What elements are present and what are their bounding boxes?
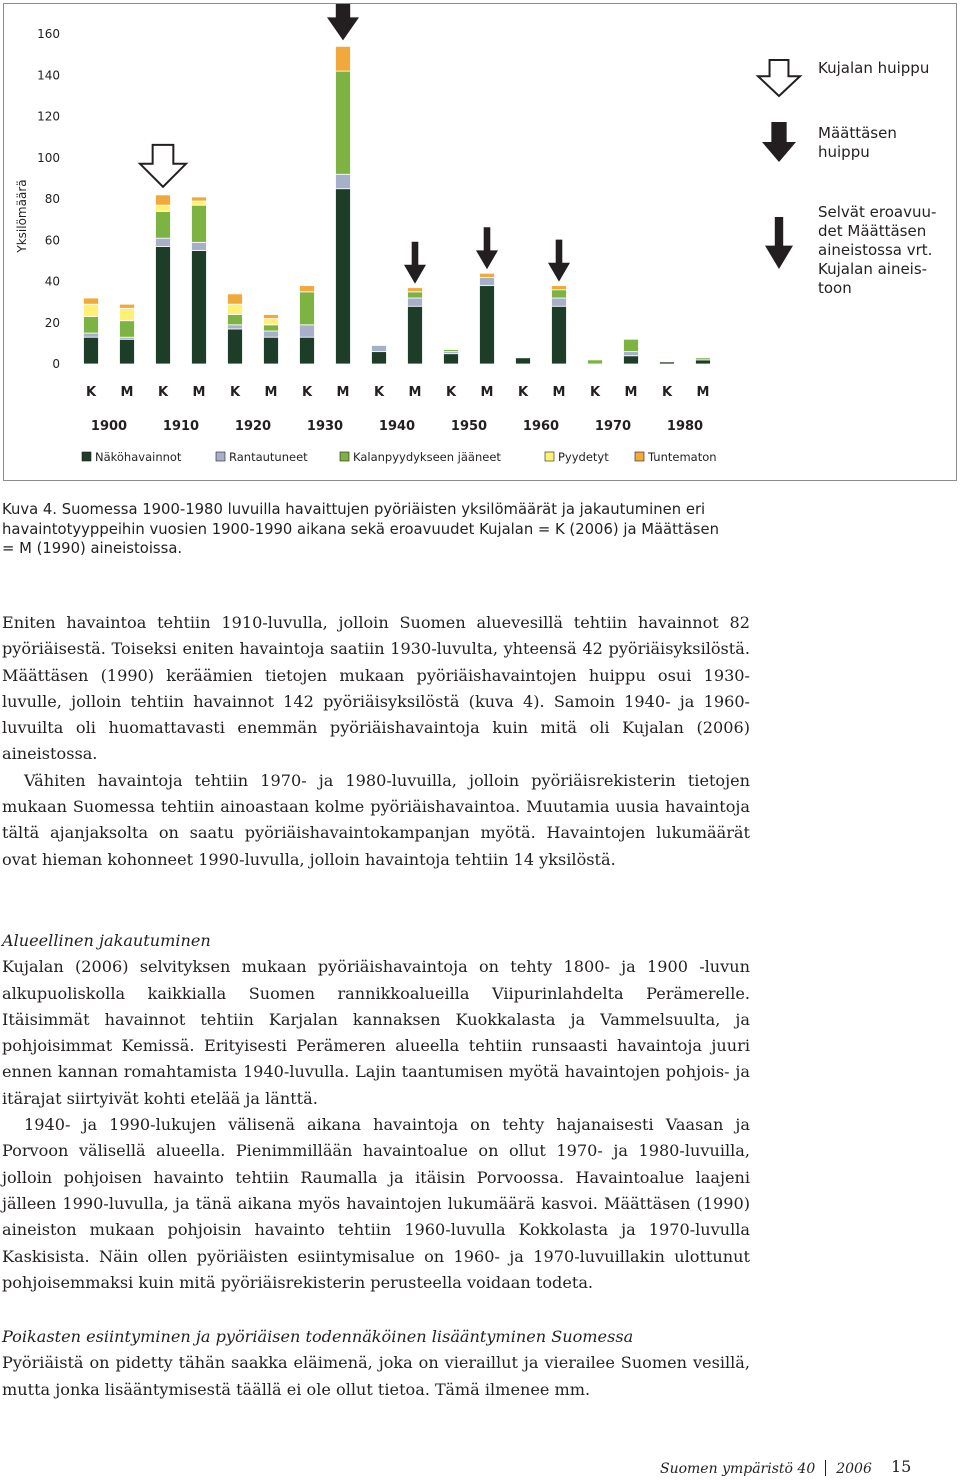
subheading-regional: Alueellinen jakautuminen <box>2 931 211 950</box>
key-open-arrow <box>758 60 800 96</box>
x-category-label: M <box>696 385 710 400</box>
bar-segment-näköhavainnot <box>192 251 207 364</box>
figure-caption: Kuva 4. Suomessa 1900-1980 luvuilla havaittujen pyöriäisten yksilömäärät ja jakautuminen eri havaintotyyppeihin vuosien 1900-1990 aikana sekä eroavuudet Kujalan = K (2006) ja Määttäsen = M (1990) aineistoissa. <box>2 501 719 557</box>
bar-segment-tuntematon <box>264 315 279 319</box>
legend-label: Pyydetyt <box>558 450 609 464</box>
y-tick-label: 120 <box>37 109 60 124</box>
bar-segment-näköhavainnot <box>552 306 567 364</box>
bar-segment-rantautuneet <box>480 277 495 285</box>
page-footer <box>660 1457 920 1477</box>
bar-segment-tuntematon <box>336 46 351 71</box>
annotation-text: Määttäsen <box>818 124 897 142</box>
bar-segment-rantautuneet <box>156 238 171 246</box>
x-category-label: M <box>336 385 350 400</box>
paragraph-4: 1940- ja 1990-lukujen välisenä aikana havaintoja on tehty hajanaisesti Vaasan ja Porvoon välisellä alueella. Pienimmillään havaintoalue on ollut 1970- ja 1980-luvuilla, jolloin pohjoisen havainto tehtiin Raumalla ja itäisin Porvoossa. Havaintoalue laajeni jälleen 1990-luvulla, ja tänä aikana myös havaintojen lukumäärä kasvoi. Määttäsen (1990) aineiston mukaan pohjoisin havainto tehtiin 1960-luvulla Kokkolasta ja 1970-luvulla Kaskisista. Näin ollen pyöriäisten esiintymisalue on 1960- ja 1970-luvuillakin ulottunut pohjoisemmaksi kuin mitä pyöriäisrekisterin perusteella voidaan todeta. <box>2 1115 750 1292</box>
y-axis-label: Yksilömäärä <box>15 179 29 253</box>
annotation-text: Kujalan aineis- <box>818 260 928 278</box>
bar-segment-tuntematon <box>84 298 99 304</box>
bar-segment-pyydetyt <box>156 205 171 211</box>
x-decade-label: 1940 <box>378 419 416 434</box>
bar-segment-näköhavainnot <box>264 337 279 364</box>
bar-segment-rantautuneet <box>372 345 387 351</box>
bar-segment-kalanpyydykseen-jääneet <box>264 325 279 331</box>
legend-label: Kalanpyydykseen jääneet <box>353 450 501 464</box>
bar-segment-rantautuneet <box>552 298 567 306</box>
bar-segment-kalanpyydykseen-jääneet <box>408 292 423 298</box>
legend-swatch <box>216 452 225 461</box>
bar-segment-tuntematon <box>192 197 207 201</box>
figure-frame <box>3 3 957 481</box>
legend-swatch <box>545 452 554 461</box>
legend-swatch <box>635 452 644 461</box>
x-category-label: K <box>85 385 97 400</box>
bar-segment-pyydetyt <box>120 308 135 320</box>
legend-label: Tuntematon <box>648 450 717 464</box>
bar-segment-rantautuneet <box>300 325 315 337</box>
x-decade-label: 1910 <box>162 419 200 434</box>
x-category-label: K <box>229 385 241 400</box>
bar-segment-näköhavainnot <box>372 352 387 364</box>
footer-year: 2006 <box>836 1461 872 1477</box>
bar-segment-tuntematon <box>156 195 171 205</box>
legend-swatch <box>82 452 91 461</box>
x-category-label: M <box>192 385 206 400</box>
y-tick-label: 100 <box>37 150 60 165</box>
bar-segment-kalanpyydykseen-jääneet <box>588 360 603 364</box>
marker-thin-arrow <box>404 242 426 284</box>
subheading-calves: Poikasten esiintyminen ja pyöriäisen todennäköinen lisääntyminen Suomessa <box>2 1327 634 1346</box>
bar-segment-rantautuneet <box>84 333 99 337</box>
annotation-text: det Määttäsen <box>818 222 927 240</box>
footer-publication: Suomen ympäristö 40 <box>660 1461 816 1477</box>
x-category-label: K <box>445 385 457 400</box>
bar-segment-kalanpyydykseen-jääneet <box>120 321 135 338</box>
bar-segment-pyydetyt <box>264 319 279 325</box>
bar-segment-kalanpyydykseen-jääneet <box>228 315 243 325</box>
bar-segment-kalanpyydykseen-jääneet <box>84 317 99 334</box>
x-category-label: M <box>480 385 494 400</box>
bar-segment-näköhavainnot <box>444 354 459 364</box>
x-category-label: M <box>120 385 134 400</box>
bar-segment-näköhavainnot <box>660 362 675 364</box>
key-thin-arrow <box>765 217 793 269</box>
marker-open-arrow <box>140 145 186 187</box>
bar-segment-näköhavainnot <box>516 358 531 364</box>
annotation-text: aineistossa vrt. <box>818 241 933 259</box>
bar-segment-näköhavainnot <box>300 337 315 364</box>
x-decade-label: 1980 <box>666 419 704 434</box>
bar-segment-näköhavainnot <box>624 356 639 364</box>
marker-thin-arrow <box>548 240 570 282</box>
x-category-label: K <box>589 385 601 400</box>
page-number: 15 <box>891 1457 912 1476</box>
x-category-label: K <box>661 385 673 400</box>
annotation-text: toon <box>818 279 852 297</box>
bar-segment-pyydetyt <box>192 201 207 205</box>
x-decade-label: 1970 <box>594 419 632 434</box>
x-decade-label: 1920 <box>234 419 272 434</box>
x-category-label: M <box>264 385 278 400</box>
bar-segment-kalanpyydykseen-jääneet <box>552 290 567 298</box>
x-category-label: K <box>373 385 385 400</box>
y-tick-label: 140 <box>37 68 60 83</box>
y-tick-label: 80 <box>44 192 60 206</box>
annotation-text: Kujalan huippu <box>818 59 930 77</box>
bar-segment-näköhavainnot <box>696 360 711 364</box>
section-calves <box>2 1324 750 1403</box>
x-decade-label: 1950 <box>450 419 488 434</box>
bar-segment-kalanpyydykseen-jääneet <box>156 211 171 238</box>
section-regional <box>2 928 750 1296</box>
bar-segment-näköhavainnot <box>408 306 423 364</box>
x-category-label: M <box>552 385 566 400</box>
paragraph-5: Pyöriäistä on pidetty tähän saakka eläimenä, joka on vieraillut ja vierailee Suomen vesillä, mutta jonka lisääntymisestä täällä ei ole ollut tietoa. Tämä ilmenee mm. <box>2 1353 750 1399</box>
bar-segment-tuntematon <box>300 286 315 292</box>
bar-segment-näköhavainnot <box>84 337 99 364</box>
paragraph-1: Eniten havaintoa tehtiin 1910-luvulla, jolloin Suomen aluevesillä tehtiin havainnot 82 pyöriäisestä. Toiseksi eniten havaintoja saatiin 1930-luvulta, yhteensä 42 pyöriäisyksilöstä. Määttäsen (1990) keräämien tietojen mukaan pyöriäishavaintojen huippu osui 1930-luvulle, jolloin tehtiin havainnot 142 pyöriäisyksilöstä (kuva 4). Samoin 1940- ja 1960-luvuilta oli huomattavasti enemmän pyöriäishavaintoja kuin mitä oli Kujalan (2006) aineistossa. <box>2 613 750 764</box>
stacked-bar-chart <box>4 4 956 480</box>
x-category-label: K <box>301 385 313 400</box>
bar-segment-tuntematon <box>408 288 423 292</box>
footer-separator <box>825 1460 826 1476</box>
bar-segment-rantautuneet <box>228 325 243 329</box>
bar-segment-rantautuneet <box>192 242 207 250</box>
bar-segment-näköhavainnot <box>480 286 495 364</box>
x-category-label: K <box>157 385 169 400</box>
bar-segment-näköhavainnot <box>336 189 351 364</box>
bar-segment-kalanpyydykseen-jääneet <box>300 292 315 325</box>
bar-segment-kalanpyydykseen-jääneet <box>336 71 351 174</box>
bar-segment-kalanpyydykseen-jääneet <box>444 350 459 352</box>
legend-label: Rantautuneet <box>229 450 308 464</box>
bar-segment-pyydetyt <box>228 304 243 314</box>
bar-segment-rantautuneet <box>336 174 351 188</box>
y-tick-label: 0 <box>52 357 60 371</box>
key-filled-arrow <box>762 122 796 162</box>
paragraph-2: Vähiten havaintoja tehtiin 1970- ja 1980-luvuilla, jolloin pyöriäisrekisterin tietojen mukaan Suomessa tehtiin ainoastaan kolme pyöriäishavaintoa. Muutamia uusia havaintoja tältä ajanjaksolta on saatu pyöriäishavaintokampanjan myötä. Havaintojen lukumäärät ovat hieman kohonneet 1990-luvulla, jolloin havaintoja tehtiin 14 yksilöstä. <box>2 770 750 869</box>
bar-segment-tuntematon <box>120 304 135 308</box>
legend-swatch <box>340 452 349 461</box>
bar-segment-kalanpyydykseen-jääneet <box>192 205 207 242</box>
x-category-label: K <box>517 385 529 400</box>
y-tick-label: 20 <box>44 315 60 330</box>
y-tick-label: 40 <box>44 274 60 289</box>
annotation-text: Selvät eroavuu- <box>818 203 937 221</box>
annotation-text: huippu <box>818 143 870 161</box>
y-tick-label: 60 <box>44 233 60 248</box>
bar-segment-rantautuneet <box>624 352 639 356</box>
section-results <box>2 610 750 873</box>
x-category-label: M <box>408 385 422 400</box>
bar-segment-rantautuneet <box>408 298 423 306</box>
bar-segment-näköhavainnot <box>228 329 243 364</box>
y-tick-label: 160 <box>37 27 60 41</box>
x-decade-label: 1960 <box>522 419 560 434</box>
paragraph-3: Kujalan (2006) selvityksen mukaan pyöriäishavaintoja on tehty 1800- ja 1900 -luvun alkupuoliskolla kaikkialla Suomen rannikkoalueilla Viipurinlahdelta Perämerelle. Itäisimmät havainnot tehtiin Karjalan kannaksen Kuokkalasta ja Vammelsuulta, ja pohjoisimmat Kemissä. Erityisesti Perämeren alueella tehtiin runsaasti havaintoja juuri ennen kannan romahtamista 1940-luvulla. Lajin taantumisen myötä havaintojen pohjois- ja itärajat siirtyivät kohti etelää ja länttä. <box>2 957 750 1108</box>
marker-thin-arrow <box>476 227 498 269</box>
bar-segment-pyydetyt <box>84 304 99 316</box>
x-category-label: M <box>624 385 638 400</box>
x-decade-label: 1900 <box>90 419 128 434</box>
bar-segment-kalanpyydykseen-jääneet <box>624 339 639 351</box>
marker-filled-arrow <box>327 4 359 40</box>
bar-segment-tuntematon <box>228 294 243 304</box>
bar-segment-näköhavainnot <box>156 246 171 364</box>
bar-segment-tuntematon <box>480 273 495 277</box>
bar-segment-rantautuneet <box>264 331 279 337</box>
x-decade-label: 1930 <box>306 419 344 434</box>
bar-segment-kalanpyydykseen-jääneet <box>696 358 711 360</box>
bar-segment-tuntematon <box>552 286 567 290</box>
legend-label: Näköhavainnot <box>95 450 182 464</box>
bar-segment-näköhavainnot <box>120 339 135 364</box>
